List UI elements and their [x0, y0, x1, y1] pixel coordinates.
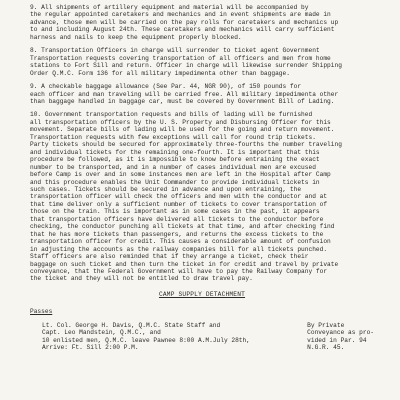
text-line: and individual tickets for the remaining one-fourth. It is important that this [30, 148, 320, 156]
text-line: Order Q.M.C. Form 136 for all military impedimenta other than baggage. [30, 69, 290, 77]
text-line: that transportation officers have delivered all tickets to the conductor before [30, 215, 324, 223]
travel-orders [42, 322, 374, 352]
text-line: 9. All shipments of artillery equipment and material will be accompanied by [30, 4, 309, 11]
text-line: Party tickets should be secured for approximately three-fourths the number traveling [30, 141, 342, 149]
text-line: all transportation officers by the U. S. Property and Disbursing Officer for this [30, 118, 331, 126]
travel-orders-details [42, 322, 250, 352]
paragraph-artillery-shipments [30, 4, 374, 41]
text-line: the regular appointed caretakers and mechanics and in event shipments are made in [30, 11, 331, 19]
text-line: transportation officer for credit. This causes a considerable amount of confusion [30, 238, 331, 246]
text-line: By Private [307, 321, 345, 329]
text-line: Transportation requests with few exceptions will call for round trip tickets. [30, 133, 316, 141]
text-line: procedure be followed, as it is impossible to know before entraining the exact [30, 156, 320, 164]
text-line: such cases. Tickets should be secured in advance and upon entraining, the [30, 185, 302, 193]
text-line: harness and nails to keep the equipment properly blocked. [30, 33, 242, 41]
text-line: that he has more tickets than passengers, and returns the excess tickets to the [30, 230, 324, 238]
text-line: in adjusting the accounts as the railway companies bill for all tickets punched. [30, 245, 328, 253]
text-line: Capt. Leo Mandstein, Q.M.C., and [42, 329, 161, 337]
text-line: baggage on such ticket and then turn the ticket in for credit and travel by private [30, 260, 339, 268]
text-line: Conveyance as pro- [307, 329, 374, 337]
text-line: checking, the conductor punching all tickets at that time, and after checking find [30, 223, 335, 231]
paragraph-transportation-officers [30, 47, 374, 77]
text-line: conveyance, that the Federal Government will have to pay the Railway Company for [30, 267, 328, 275]
text-line: movement. Separate bills of lading will be used for the going and return movement. [30, 126, 335, 134]
text-line: 8. Transportation Officers in charge will surrender to ticket agent Government [30, 47, 320, 55]
paragraph-transportation-requests [30, 111, 374, 282]
text-line: 9. A checkable baggage allowance (See Par. 44, NGR 90), of 150 pounds for [30, 83, 302, 91]
text-line: Lt. Col. George H. Davis, Q.M.C. State Staff and [42, 321, 221, 329]
text-line: Arrive: Ft. Sill 2:00 P.M. [42, 344, 139, 352]
text-line: number to be transported, and in a number of cases individual men are excused [30, 163, 316, 171]
text-line: and this procedure enables the Unit Commander to provide individual tickets in [30, 178, 320, 186]
travel-orders-conveyance-note [307, 322, 374, 352]
text-line: stations to Fort Sill and return. Officer in charge will likewise surrender Shipping [30, 62, 342, 70]
text-line: those on the train. This is important as in some cases in the past, it appears [30, 208, 320, 216]
text-line: to and including August 24th. These caretakers and mechanics will carry sufficient [30, 26, 335, 34]
text-line: vided in Par. 94 [307, 336, 367, 344]
text-line: before Camp is over and in some instances men are left in the Hospital after Camp [30, 171, 331, 179]
text-line: transportation officer will check the officers and men with the conductor and at [30, 193, 328, 201]
text-line: than baggage handled in baggage car, must be covered by Government Bill of Lading. [30, 97, 335, 105]
text-line: 10. Government transportation requests and bills of lading will be furnished [30, 111, 313, 119]
text-line: that time deliver only a sufficient number of tickets to cover transportation of [30, 200, 328, 208]
paragraph-baggage-allowance [30, 83, 374, 105]
text-line: N.G.R. 45. [307, 344, 345, 352]
text-line: each officer and man traveling will be carried free. All military impedimenta other [30, 90, 339, 98]
passes-heading: Passes [30, 308, 53, 316]
text-line: advance, those men will be carried on the pay rolls for caretakers and mechanics up [30, 18, 339, 26]
section-heading: CAMP SUPPLY DETACHMENT [158, 290, 246, 298]
text-line: Staff officers are also reminded that if they arrange a ticket, check their [30, 253, 309, 261]
text-line: 10 enlisted men, Q.M.C. leave Pawnee 8:00 A.M.July 28th, [42, 336, 250, 344]
text-line: the ticket and they will not be entitled to draw travel pay. [30, 275, 253, 283]
text-line: Transportation requests covering transportation of all officers and men from home [30, 54, 331, 62]
